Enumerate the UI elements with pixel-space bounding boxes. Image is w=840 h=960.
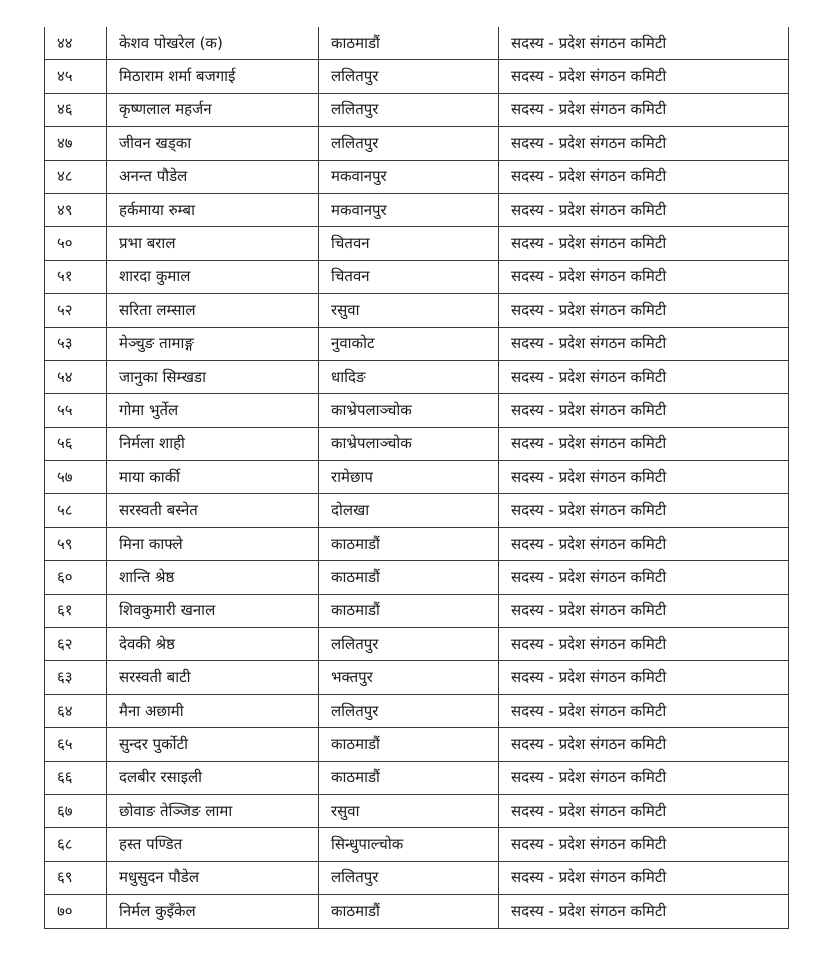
table-row (45, 494, 789, 527)
district-cell: ललितपुर (319, 861, 499, 894)
table-row (45, 694, 789, 727)
position-cell: सदस्य - प्रदेश संगठन कमिटी (499, 861, 789, 894)
position-cell: सदस्य - प्रदेश संगठन कमिटी (499, 394, 789, 427)
position-cell: सदस्य - प्रदेश संगठन कमिटी (499, 27, 789, 60)
district-cell: काभ्रेपलाञ्चोक (319, 394, 499, 427)
district-cell: काठमाडौं (319, 27, 499, 60)
member-name-cell: केशव पोखरेल (क) (107, 27, 319, 60)
position-cell: सदस्य - प्रदेश संगठन कमिटी (499, 360, 789, 393)
table-row (45, 27, 789, 60)
serial-number-cell: ५२ (45, 294, 107, 327)
district-cell: काठमाडौं (319, 561, 499, 594)
district-cell: काभ्रेपलाञ्चोक (319, 427, 499, 460)
district-cell: काठमाडौं (319, 728, 499, 761)
district-cell: चितवन (319, 260, 499, 293)
table-row (45, 761, 789, 794)
district-cell: चितवन (319, 227, 499, 260)
position-cell: सदस्य - प्रदेश संगठन कमिटी (499, 127, 789, 160)
district-cell: ललितपुर (319, 60, 499, 93)
member-name-cell: मिना काफ्ले (107, 527, 319, 560)
member-name-cell: शिवकुमारी खनाल (107, 594, 319, 627)
serial-number-cell: ६९ (45, 861, 107, 894)
position-cell: सदस्य - प्रदेश संगठन कमिटी (499, 661, 789, 694)
table-row (45, 427, 789, 460)
district-cell: ललितपुर (319, 93, 499, 126)
serial-number-cell: ७० (45, 895, 107, 928)
district-cell: काठमाडौं (319, 594, 499, 627)
position-cell: सदस्य - प्रदेश संगठन कमिटी (499, 327, 789, 360)
table-row (45, 394, 789, 427)
table-row (45, 360, 789, 393)
member-name-cell: अनन्त पौडेल (107, 160, 319, 193)
district-cell: ललितपुर (319, 694, 499, 727)
district-cell: भक्तपुर (319, 661, 499, 694)
position-cell: सदस्य - प्रदेश संगठन कमिटी (499, 628, 789, 661)
member-name-cell: देवकी श्रेष्ठ (107, 628, 319, 661)
serial-number-cell: ५६ (45, 427, 107, 460)
member-table (44, 27, 789, 929)
member-name-cell: मैना अछामी (107, 694, 319, 727)
position-cell: सदस्य - प्रदेश संगठन कमिटी (499, 60, 789, 93)
district-cell: रसुवा (319, 294, 499, 327)
member-name-cell: सरस्वती बस्नेत (107, 494, 319, 527)
table-row (45, 895, 789, 928)
serial-number-cell: ५० (45, 227, 107, 260)
member-name-cell: हर्कमाया रुम्बा (107, 193, 319, 226)
table-row (45, 93, 789, 126)
table-row (45, 327, 789, 360)
district-cell: रसुवा (319, 794, 499, 827)
position-cell: सदस्य - प्रदेश संगठन कमिटी (499, 93, 789, 126)
position-cell: सदस्य - प्रदेश संगठन कमिटी (499, 828, 789, 861)
table-row (45, 127, 789, 160)
member-name-cell: सरस्वती बाटी (107, 661, 319, 694)
table-row (45, 561, 789, 594)
district-cell: काठमाडौं (319, 527, 499, 560)
table-row (45, 193, 789, 226)
position-cell: सदस्य - प्रदेश संगठन कमिटी (499, 694, 789, 727)
position-cell: सदस्य - प्रदेश संगठन कमिटी (499, 193, 789, 226)
position-cell: सदस्य - प्रदेश संगठन कमिटी (499, 794, 789, 827)
serial-number-cell: ६६ (45, 761, 107, 794)
position-cell: सदस्य - प्रदेश संगठन कमिटी (499, 227, 789, 260)
district-cell: दोलखा (319, 494, 499, 527)
position-cell: सदस्य - प्रदेश संगठन कमिटी (499, 594, 789, 627)
position-cell: सदस्य - प्रदेश संगठन कमिटी (499, 260, 789, 293)
serial-number-cell: ५८ (45, 494, 107, 527)
serial-number-cell: ६० (45, 561, 107, 594)
member-name-cell: सुन्दर पुर्कोटी (107, 728, 319, 761)
serial-number-cell: ६३ (45, 661, 107, 694)
serial-number-cell: ६७ (45, 794, 107, 827)
position-cell: सदस्य - प्रदेश संगठन कमिटी (499, 527, 789, 560)
serial-number-cell: ६८ (45, 828, 107, 861)
table-row (45, 861, 789, 894)
table-row (45, 461, 789, 494)
serial-number-cell: ४७ (45, 127, 107, 160)
serial-number-cell: ५४ (45, 360, 107, 393)
serial-number-cell: ६१ (45, 594, 107, 627)
position-cell: सदस्य - प्रदेश संगठन कमिटी (499, 561, 789, 594)
serial-number-cell: ६४ (45, 694, 107, 727)
table-row (45, 294, 789, 327)
member-name-cell: कृष्णलाल महर्जन (107, 93, 319, 126)
district-cell: ललितपुर (319, 127, 499, 160)
member-name-cell: प्रभा बराल (107, 227, 319, 260)
member-name-cell: शान्ति श्रेष्ठ (107, 561, 319, 594)
serial-number-cell: ५९ (45, 527, 107, 560)
table-row (45, 794, 789, 827)
serial-number-cell: ५१ (45, 260, 107, 293)
table-row (45, 628, 789, 661)
table-row (45, 661, 789, 694)
table-row (45, 260, 789, 293)
serial-number-cell: ४४ (45, 27, 107, 60)
member-name-cell: निर्मल कुइँकेल (107, 895, 319, 928)
position-cell: सदस्य - प्रदेश संगठन कमिटी (499, 761, 789, 794)
member-name-cell: हस्त पण्डित (107, 828, 319, 861)
member-name-cell: छोवाङ तेञ्जिङ लामा (107, 794, 319, 827)
member-name-cell: मधुसुदन पौडेल (107, 861, 319, 894)
position-cell: सदस्य - प्रदेश संगठन कमिटी (499, 160, 789, 193)
serial-number-cell: ४६ (45, 93, 107, 126)
table-row (45, 728, 789, 761)
district-cell: काठमाडौं (319, 761, 499, 794)
position-cell: सदस्य - प्रदेश संगठन कमिटी (499, 728, 789, 761)
district-cell: सिन्धुपाल्चोक (319, 828, 499, 861)
member-name-cell: सरिता लम्साल (107, 294, 319, 327)
district-cell: मकवानपुर (319, 160, 499, 193)
position-cell: सदस्य - प्रदेश संगठन कमिटी (499, 461, 789, 494)
member-name-cell: निर्मला शाही (107, 427, 319, 460)
serial-number-cell: ६५ (45, 728, 107, 761)
district-cell: काठमाडौं (319, 895, 499, 928)
district-cell: नुवाकोट (319, 327, 499, 360)
member-name-cell: जीवन खड्का (107, 127, 319, 160)
position-cell: सदस्य - प्रदेश संगठन कमिटी (499, 895, 789, 928)
district-cell: रामेछाप (319, 461, 499, 494)
serial-number-cell: ५५ (45, 394, 107, 427)
member-table-body (45, 27, 789, 928)
serial-number-cell: ५७ (45, 461, 107, 494)
table-row (45, 828, 789, 861)
table-row (45, 60, 789, 93)
district-cell: मकवानपुर (319, 193, 499, 226)
serial-number-cell: ४८ (45, 160, 107, 193)
member-name-cell: दलबीर रसाइली (107, 761, 319, 794)
serial-number-cell: ४९ (45, 193, 107, 226)
member-name-cell: शारदा कुमाल (107, 260, 319, 293)
member-name-cell: मिठाराम शर्मा बजगाई (107, 60, 319, 93)
member-name-cell: मेञ्चुङ तामाङ्ग (107, 327, 319, 360)
serial-number-cell: ५३ (45, 327, 107, 360)
table-row (45, 227, 789, 260)
district-cell: ललितपुर (319, 628, 499, 661)
table-row (45, 594, 789, 627)
member-name-cell: जानुका सिम्खडा (107, 360, 319, 393)
member-name-cell: माया कार्की (107, 461, 319, 494)
member-name-cell: गोमा भुर्तेल (107, 394, 319, 427)
position-cell: सदस्य - प्रदेश संगठन कमिटी (499, 494, 789, 527)
serial-number-cell: ६२ (45, 628, 107, 661)
table-row (45, 527, 789, 560)
position-cell: सदस्य - प्रदेश संगठन कमिटी (499, 294, 789, 327)
serial-number-cell: ४५ (45, 60, 107, 93)
district-cell: धादिङ (319, 360, 499, 393)
table-row (45, 160, 789, 193)
position-cell: सदस्य - प्रदेश संगठन कमिटी (499, 427, 789, 460)
